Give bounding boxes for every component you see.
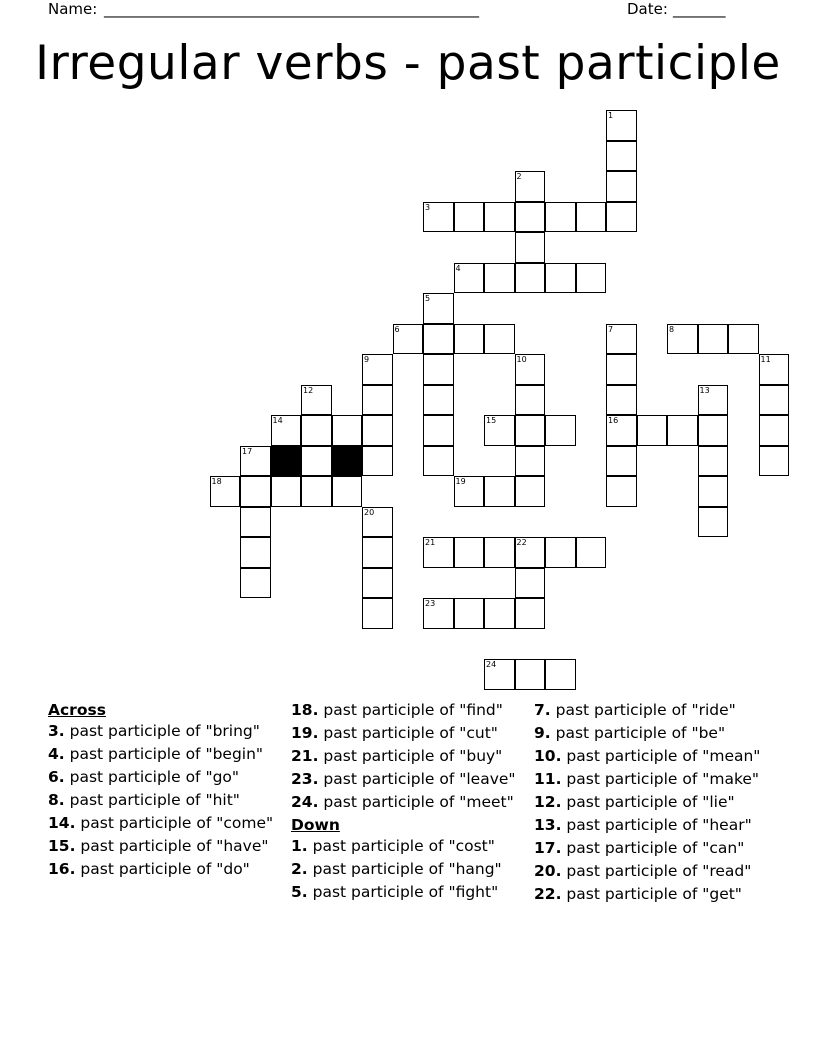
grid-cell[interactable]: [240, 446, 271, 477]
grid-cell[interactable]: [606, 446, 637, 477]
grid-cell[interactable]: [362, 537, 393, 568]
grid-cell[interactable]: [271, 415, 302, 446]
across-clue: [291, 725, 526, 742]
clue-number: 10: [516, 355, 527, 364]
grid-cell[interactable]: [515, 171, 546, 202]
grid-cell[interactable]: [484, 598, 515, 629]
clue-text: past participle of "begin": [69, 745, 264, 763]
grid-cell[interactable]: [545, 263, 576, 294]
clue-number: 20: [364, 507, 375, 517]
clue-number: 6: [394, 324, 400, 334]
down-clue: [534, 863, 774, 880]
clue-number-label: 5.: [291, 883, 308, 901]
grid-cell[interactable]: [515, 568, 546, 599]
clue-text: past participle of "lie": [566, 793, 735, 811]
grid-cell[interactable]: [484, 415, 515, 446]
grid-cell[interactable]: [515, 354, 546, 385]
clue-number: 22: [516, 538, 527, 547]
grid-cell[interactable]: [515, 263, 546, 294]
grid-cell[interactable]: [301, 415, 332, 446]
clue-text: past participle of "find": [323, 701, 503, 719]
grid-cell[interactable]: [332, 415, 363, 446]
down-clue: [534, 886, 774, 903]
grid-cell[interactable]: [454, 324, 485, 355]
across-clue: [48, 838, 283, 855]
clue-number: 4: [455, 263, 461, 273]
grid-cell[interactable]: [576, 202, 607, 233]
clue-text: past participle of "have": [80, 837, 269, 855]
grid-cell[interactable]: [606, 171, 637, 202]
grid-cell[interactable]: [423, 293, 454, 324]
grid-cell[interactable]: [606, 324, 637, 355]
grid-cell[interactable]: [423, 415, 454, 446]
grid-cell[interactable]: [484, 537, 515, 568]
clue-text: past participle of "leave": [323, 770, 516, 788]
grid-cell[interactable]: [545, 202, 576, 233]
clue-number-label: 21.: [291, 747, 319, 765]
black-cell: [271, 446, 302, 477]
grid-cell[interactable]: [576, 537, 607, 568]
clue-text: past participle of "fight": [312, 883, 499, 901]
clue-number: 18: [211, 477, 222, 486]
clue-number: 2: [516, 172, 522, 181]
clue-number-label: 3.: [48, 722, 65, 740]
grid-cell[interactable]: [240, 507, 271, 538]
clue-number: 15: [486, 416, 497, 425]
clue-number: 9: [364, 355, 370, 364]
clue-number: 3: [425, 202, 431, 212]
grid-cell[interactable]: [393, 324, 424, 355]
clue-number: 5: [425, 294, 431, 303]
clue-text: past participle of "make": [566, 770, 760, 788]
clue-number: 8: [669, 324, 675, 334]
grid-cell[interactable]: [332, 476, 363, 507]
grid-cell[interactable]: [667, 415, 698, 446]
across-clue: [48, 746, 283, 763]
grid-cell[interactable]: [484, 263, 515, 294]
clue-number-label: 20.: [534, 862, 562, 880]
clue-column-3: [534, 702, 774, 909]
clue-number-label: 12.: [534, 793, 562, 811]
grid-cell[interactable]: [515, 202, 546, 233]
grid-cell[interactable]: [698, 385, 729, 416]
grid-cell[interactable]: [271, 476, 302, 507]
clue-number-label: 23.: [291, 770, 319, 788]
grid-cell[interactable]: [240, 568, 271, 599]
clue-text: past participle of "hang": [312, 860, 502, 878]
clue-text: past participle of "get": [566, 885, 742, 903]
grid-cell[interactable]: [423, 385, 454, 416]
grid-cell[interactable]: [484, 202, 515, 233]
clue-text: past participle of "read": [566, 862, 752, 880]
across-clue: [48, 769, 283, 786]
clue-number-label: 16.: [48, 860, 76, 878]
grid-cell[interactable]: [484, 659, 515, 690]
grid-cell[interactable]: [545, 415, 576, 446]
clue-text: past participle of "mean": [566, 747, 761, 765]
across-clue: [48, 815, 283, 832]
grid-cell[interactable]: [759, 446, 790, 477]
grid-cell[interactable]: [606, 354, 637, 385]
across-heading: Across: [48, 701, 106, 719]
clue-text: past participle of "can": [566, 839, 745, 857]
clue-number-label: 18.: [291, 701, 319, 719]
grid-cell[interactable]: [576, 263, 607, 294]
grid-cell[interactable]: [545, 537, 576, 568]
clue-number-label: 8.: [48, 791, 65, 809]
clue-number-label: 14.: [48, 814, 76, 832]
down-clue: [534, 748, 774, 765]
name-blank: __________________________________________________: [104, 0, 479, 18]
clue-number-label: 6.: [48, 768, 65, 786]
grid-cell[interactable]: [698, 446, 729, 477]
grid-cell[interactable]: [515, 476, 546, 507]
grid-cell[interactable]: [301, 446, 332, 477]
clue-text: past participle of "hear": [566, 816, 752, 834]
clue-number: 23: [425, 599, 436, 608]
clue-number: 12: [303, 385, 314, 395]
grid-cell[interactable]: [301, 385, 332, 416]
grid-cell[interactable]: [515, 537, 546, 568]
clue-column-1: [48, 702, 283, 884]
black-cell: [332, 446, 363, 477]
across-clue: [48, 723, 283, 740]
grid-cell[interactable]: [484, 476, 515, 507]
grid-cell[interactable]: [606, 385, 637, 416]
grid-cell[interactable]: [362, 354, 393, 385]
grid-cell[interactable]: [759, 415, 790, 446]
grid-cell[interactable]: [698, 476, 729, 507]
grid-cell[interactable]: [362, 507, 393, 538]
grid-cell[interactable]: [515, 446, 546, 477]
grid-cell[interactable]: [423, 537, 454, 568]
grid-cell[interactable]: [698, 324, 729, 355]
grid-cell[interactable]: [545, 659, 576, 690]
grid-cell[interactable]: [423, 598, 454, 629]
clue-number-label: 2.: [291, 860, 308, 878]
clue-number: 13: [699, 385, 710, 395]
grid-cell[interactable]: [515, 232, 546, 263]
clue-number-label: 9.: [534, 724, 551, 742]
down-clue: [534, 840, 774, 857]
clue-number-label: 15.: [48, 837, 76, 855]
grid-cell[interactable]: [362, 415, 393, 446]
clue-text: past participle of "come": [80, 814, 274, 832]
grid-cell[interactable]: [667, 324, 698, 355]
grid-cell[interactable]: [362, 598, 393, 629]
grid-cell[interactable]: [454, 598, 485, 629]
clue-text: past participle of "go": [69, 768, 240, 786]
clue-number-label: 10.: [534, 747, 562, 765]
clue-text: past participle of "ride": [555, 701, 736, 719]
across-clue: [291, 702, 526, 719]
across-clue: [291, 794, 526, 811]
date-label: Date:: [627, 0, 668, 18]
clue-column-2: [291, 702, 526, 907]
across-clue: [291, 771, 526, 788]
clue-number-label: 4.: [48, 745, 65, 763]
clue-number-label: 13.: [534, 816, 562, 834]
down-clue: [534, 794, 774, 811]
name-label: Name:: [48, 0, 98, 18]
grid-cell[interactable]: [454, 537, 485, 568]
grid-cell[interactable]: [301, 476, 332, 507]
clue-number-label: 1.: [291, 837, 308, 855]
clue-number: 19: [455, 477, 466, 486]
grid-cell[interactable]: [698, 415, 729, 446]
grid-cell[interactable]: [362, 568, 393, 599]
clue-text: past participle of "buy": [323, 747, 503, 765]
clue-text: past participle of "bring": [69, 722, 260, 740]
grid-cell[interactable]: [515, 598, 546, 629]
down-clue: [291, 838, 526, 855]
clue-number: 14: [272, 416, 283, 425]
clue-number: 24: [486, 660, 497, 669]
down-clue: [534, 702, 774, 719]
across-clue: [48, 792, 283, 809]
grid-cell[interactable]: [515, 659, 546, 690]
grid-cell[interactable]: [515, 415, 546, 446]
clue-number-label: 24.: [291, 793, 319, 811]
grid-cell[interactable]: [362, 385, 393, 416]
grid-cell[interactable]: [606, 202, 637, 233]
clue-number: 17: [242, 446, 253, 456]
clue-text: past participle of "cut": [323, 724, 498, 742]
clue-text: past participle of "cost": [312, 837, 495, 855]
down-clue: [291, 861, 526, 878]
grid-cell[interactable]: [240, 476, 271, 507]
across-clue: [48, 861, 283, 878]
grid-cell[interactable]: [698, 507, 729, 538]
grid-cell[interactable]: [240, 537, 271, 568]
grid-cell[interactable]: [606, 476, 637, 507]
grid-cell[interactable]: [362, 446, 393, 477]
clue-number-label: 7.: [534, 701, 551, 719]
grid-cell[interactable]: [454, 202, 485, 233]
clue-number-label: 17.: [534, 839, 562, 857]
clue-number: 1: [608, 111, 614, 120]
grid-cell[interactable]: [606, 415, 637, 446]
date-blank: _______: [673, 0, 726, 18]
grid-cell[interactable]: [759, 385, 790, 416]
grid-cell[interactable]: [454, 476, 485, 507]
clue-number-label: 19.: [291, 724, 319, 742]
clue-number-label: 22.: [534, 885, 562, 903]
clue-text: past participle of "be": [555, 724, 726, 742]
grid-cell[interactable]: [423, 324, 454, 355]
grid-cell[interactable]: [606, 110, 637, 141]
clue-number: 16: [608, 416, 619, 425]
grid-cell[interactable]: [423, 354, 454, 385]
down-clue: [534, 725, 774, 742]
clue-text: past participle of "hit": [69, 791, 240, 809]
clue-text: past participle of "meet": [323, 793, 514, 811]
clue-text: past participle of "do": [80, 860, 250, 878]
grid-cell[interactable]: [759, 354, 790, 385]
grid-cell[interactable]: [484, 324, 515, 355]
grid-cell[interactable]: [423, 446, 454, 477]
grid-cell[interactable]: [515, 385, 546, 416]
grid-cell[interactable]: [606, 141, 637, 172]
grid-cell[interactable]: [210, 476, 241, 507]
page-title: Irregular verbs - past participle: [35, 36, 781, 91]
down-heading: Down: [291, 816, 340, 834]
across-clue: [291, 748, 526, 765]
clue-number: 21: [425, 538, 436, 547]
clue-number-label: 11.: [534, 770, 562, 788]
down-clue: [534, 817, 774, 834]
clue-number: 7: [608, 324, 614, 334]
grid-cell[interactable]: [423, 202, 454, 233]
grid-cell[interactable]: [454, 263, 485, 294]
grid-cell[interactable]: [728, 324, 759, 355]
grid-cell[interactable]: [637, 415, 668, 446]
down-clue: [534, 771, 774, 788]
clue-number: 11: [760, 355, 771, 364]
down-clue: [291, 884, 526, 901]
